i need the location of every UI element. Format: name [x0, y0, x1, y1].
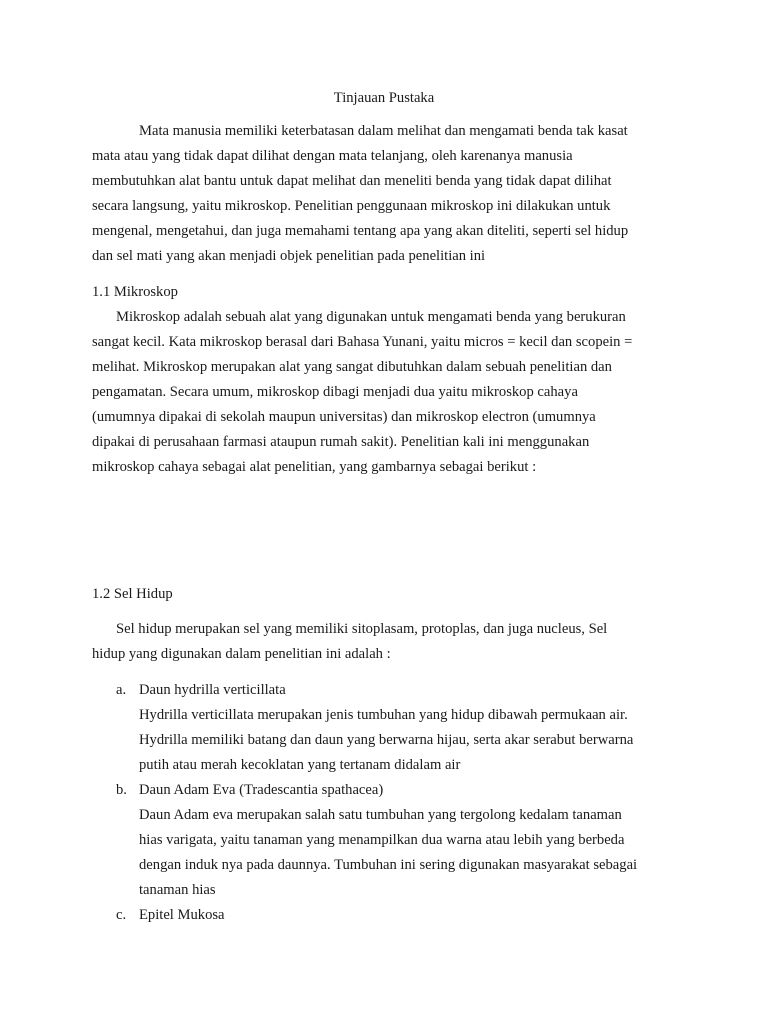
list-item-line: hias varigata, yaitu tanaman yang menampilkan dua warna atau lebih yang berbeda — [139, 832, 625, 848]
intro-line: Mata manusia memiliki keterbatasan dalam melihat dan mengamati benda tak kasat — [139, 123, 628, 139]
paragraph-line: mikroskop cahaya sebagai alat penelitian, yang gambarnya sebagai berikut : — [92, 459, 537, 475]
list-item-line: putih atau merah kecoklatan yang tertanam didalam air — [139, 757, 461, 773]
paragraph-line: (umumnya dipakai di sekolah maupun universitas) dan mikroskop electron (umumnya — [92, 409, 596, 425]
paragraph-line: Mikroskop adalah sebuah alat yang digunakan untuk mengamati benda yang berukuran — [116, 309, 626, 325]
section-heading-sel-hidup: 1.2 Sel Hidup — [92, 586, 173, 602]
intro-line: membutuhkan alat bantu untuk dapat melihat dan meneliti benda yang tidak dapat dilihat — [92, 173, 612, 189]
paragraph-line: melihat. Mikroskop merupakan alat yang sangat dibutuhkan dalam sebuah penelitian dan — [92, 359, 612, 375]
paragraph-line: sangat kecil. Kata mikroskop berasal dari Bahasa Yunani, yaitu micros = kecil dan scopein = — [92, 334, 633, 350]
list-item-title: Epitel Mukosa — [139, 907, 225, 923]
intro-line: mata atau yang tidak dapat dilihat dengan mata telanjang, oleh karenanya manusia — [92, 148, 573, 164]
section-heading-mikroskop: 1.1 Mikroskop — [92, 284, 178, 300]
list-item-line: dengan induk nya pada daunnya. Tumbuhan ini sering digunakan masyarakat sebagai — [139, 857, 638, 873]
paragraph-line: Sel hidup merupakan sel yang memiliki sitoplasam, protoplas, dan juga nucleus, Sel — [116, 621, 608, 637]
paragraph-line: pengamatan. Secara umum, mikroskop dibagi menjadi dua yaitu mikroskop cahaya — [92, 384, 578, 400]
list-item-title: Daun hydrilla verticillata — [139, 682, 286, 698]
list-item-line: Daun Adam eva merupakan salah satu tumbuhan yang tergolong kedalam tanaman — [139, 807, 622, 823]
list-item-line: Hydrilla memiliki batang dan daun yang berwarna hijau, serta akar serabut berwarna — [139, 732, 634, 748]
intro-line: dan sel mati yang akan menjadi objek penelitian pada penelitian ini — [92, 248, 486, 264]
list-item-line: tanaman hias — [139, 882, 216, 898]
intro-line: mengenal, mengetahui, dan juga memahami tentang apa yang akan diteliti, seperti sel hidup — [92, 223, 629, 239]
list-marker: c. — [116, 907, 127, 923]
list-item-title: Daun Adam Eva (Tradescantia spathacea) — [139, 782, 384, 798]
paragraph-line: dipakai di perusahaan farmasi ataupun rumah sakit). Penelitian kali ini menggunakan — [92, 434, 590, 450]
intro-line: secara langsung, yaitu mikroskop. Penelitian penggunaan mikroskop ini dilakukan untuk — [92, 198, 611, 214]
list-marker: b. — [116, 782, 127, 798]
page-title: Tinjauan Pustaka — [333, 90, 435, 106]
list-item-line: Hydrilla verticillata merupakan jenis tumbuhan yang hidup dibawah permukaan air. — [139, 707, 628, 723]
paragraph-line: hidup yang digunakan dalam penelitian ini adalah : — [92, 646, 391, 662]
list-marker: a. — [116, 682, 127, 698]
